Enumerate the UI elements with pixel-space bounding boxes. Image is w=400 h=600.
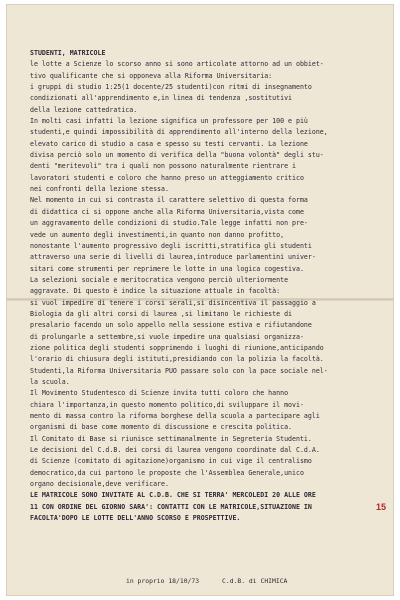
body-line: l'orario di chiusura degli istituti,presidiando con la polizia la facoltà.	[30, 355, 324, 364]
body-line: elevato carico di studio a casa e spesso su testi cervanti. La lezione	[30, 139, 308, 148]
body-line: studenti,e quindi impossibilità di apprendimento all'interno della lezione,	[30, 128, 328, 137]
body-line: lavoratori studenti e coloro che hanno preso un atteggiamento critico	[30, 173, 304, 182]
body-line: della lezione cattedratica.	[30, 105, 138, 114]
body-line: un aggravamento delle condizioni di studio.Tale legge infatti non pre-	[30, 219, 308, 228]
body-line: Le decisioni del C.d.B. dei corsi di laurea vengono coordinate dal C.d.A.	[30, 446, 320, 455]
body-line: aggravate. Di questo è indice la situazione attuale in facoltà:	[30, 287, 281, 296]
body-line: nonostante l'aumento progressivo degli iscritti,stratifica gli studenti	[30, 241, 312, 250]
body-line: democratico,da cui partono le proposte che l'Assemblea Generale,unico	[30, 468, 304, 477]
body-line: mento di massa contro la riforma borghese della scuola a partecipare agli	[30, 412, 320, 420]
body-line: Nel momento in cui si contrasta il carattere selettivo di questa forma	[30, 196, 308, 205]
body-line: zione politica degli studenti sopprimendo i luoghi di riunione,anticipando	[30, 343, 324, 352]
body-line: La selezioni sociale e meritocratica vengono perciò ulteriormente	[30, 275, 289, 284]
body-line: di didattica ci si oppone anche alla Riforma Universitaria,vista come	[30, 207, 304, 216]
footer-signature: C.d.B. di CHIMICA	[222, 577, 288, 585]
body-line: Il Movimento Studentesco di Scienze invita tutti coloro che hanno	[30, 389, 289, 398]
red-stamp-number: 15	[376, 502, 387, 512]
footer-date: in proprio 18/10/73	[126, 577, 200, 585]
announcement-line: FACOLTA'DOPO LE LOTTE DELL'ANNO SCORSO E PROSPETTIVE.	[30, 514, 241, 523]
body-line: la scuola.	[30, 377, 70, 386]
body-line: le lotte a Scienze lo scorso anno si sono articolate attorno ad un obbiet-	[30, 60, 324, 69]
body-line: sitari come strumenti per reprimere le lotte in una logica cogestiva.	[30, 264, 304, 273]
document-title: STUDENTI, MATRICOLE	[30, 49, 106, 57]
body-line: In molti casi infatti la lezione significa un professore per 100 e più	[30, 117, 308, 126]
body-line: chiara l'importanza,in questo momento politico,di sviluppare il movi-	[30, 400, 304, 409]
body-line: presalario facendo un solo appello nella sessione estiva e rifiutandone	[30, 321, 312, 330]
body-line: di prolungarle a settembre,si vuole impedire una qualsiasi organizza-	[30, 332, 304, 341]
body-line: organo decisionale,deve verificare.	[30, 480, 169, 489]
body-line: attraverso una serie di livelli di laurea,introduce parlamentini univer-	[30, 253, 316, 262]
body-line: condizionati all'apprendimento e,in linea di tendenza ,sostitutivi	[30, 94, 293, 103]
announcement-line: 11 CON ORDINE DEL GIORNO SARA': CONTATTI CON LE MATRICOLE,SITUAZIONE IN	[30, 502, 312, 511]
body-line: i gruppi di studio 1:25(1 docente/25 studenti)con ritmi di insegnamento	[30, 83, 312, 92]
body-line: Studenti,la Riforma Universitaria PUO passare solo con la pace sociale nel-	[30, 366, 328, 375]
document-body	[30, 48, 382, 524]
body-line: denti "meritevoli" tra i quali non possono naturalmente rientrare i	[30, 162, 296, 171]
body-line: Biologia da gli altri corsi di laurea ,si limitano le richieste di	[30, 309, 293, 318]
body-line: organismi di base come momento di discussione e crescita politica.	[30, 423, 293, 432]
document-sheet	[6, 4, 394, 596]
body-line: di Scienze (comitato di agitazione)organismo in cui vige il centralismo	[30, 457, 312, 466]
body-line: vede un aumento degli investimenti,in quanto non danno profitto,	[30, 230, 285, 239]
body-line: si vuol impedire di tenere i corsi serali,si disincentiva il passaggio a	[30, 298, 316, 307]
body-line: tivo qualificante che si opponeva alla Riforma Universitaria:	[30, 71, 273, 80]
body-line: nei confronti della lezione stessa.	[30, 185, 169, 194]
body-line: Il Comitato di Base si riunisce settimanalmente in Segreteria Studenti.	[30, 434, 312, 443]
body-line: divisa perciò solo un momento di verifica della "buona volontà" degli stu-	[30, 151, 324, 160]
announcement-line: LE MATRICOLE SONO INVITATE AL C.D.B. CHE SI TERRA' MERCOLEDI 20 ALLE ORE	[30, 491, 316, 500]
